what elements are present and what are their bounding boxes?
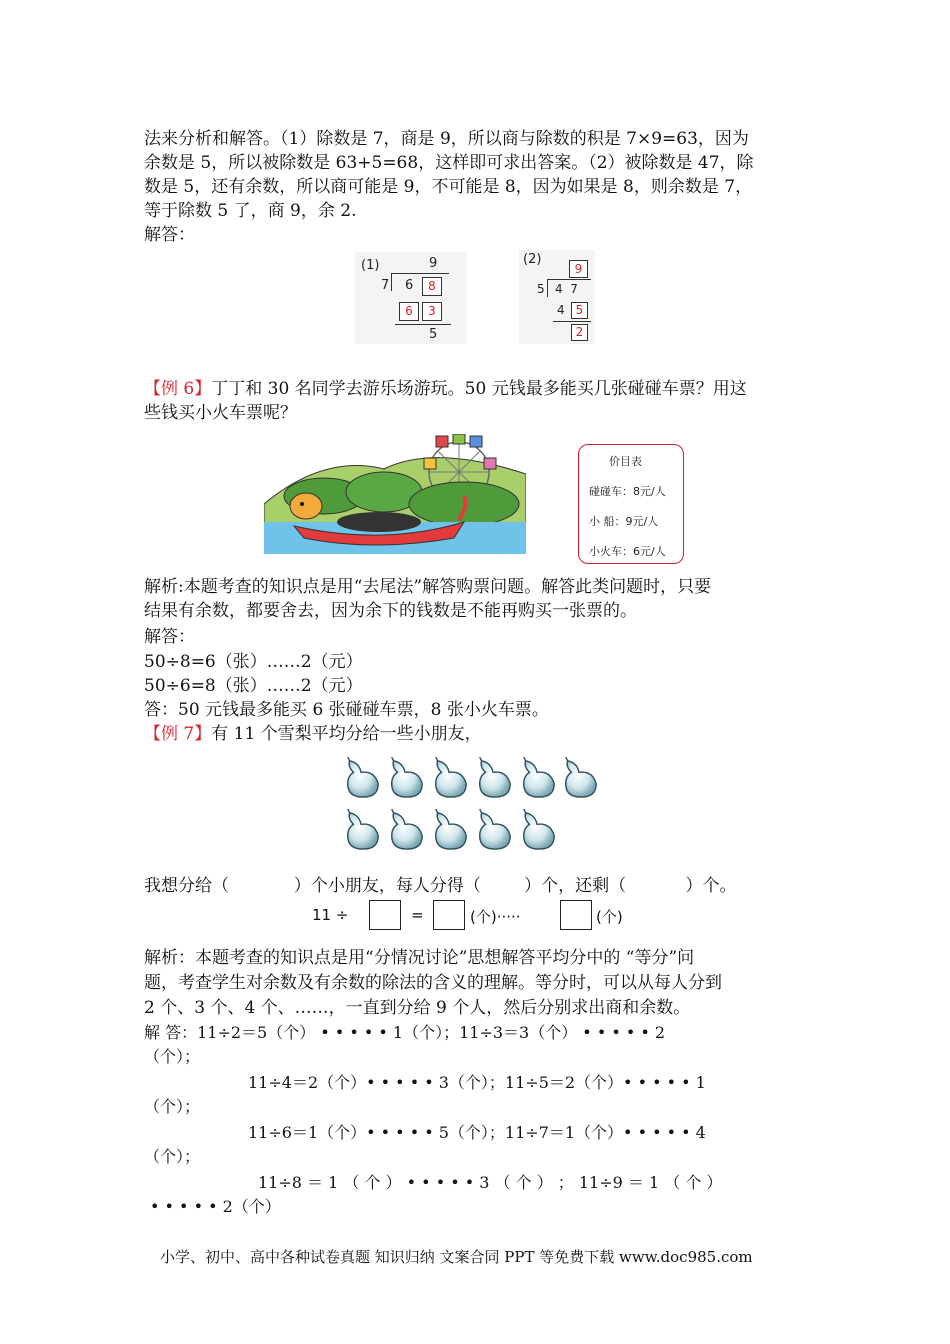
intro-line-4: 等于除数 5 了，商 9，余 2. — [144, 201, 357, 221]
blank-box-quotient[interactable] — [433, 900, 465, 930]
fig1-label: (1) — [361, 258, 380, 273]
division-figure-2 — [519, 250, 595, 344]
fig1-divisor: 7 — [381, 278, 390, 293]
price-table — [578, 444, 684, 564]
fig1-subtract-line — [395, 324, 451, 325]
price-row-boat: 小 船：9元/人 — [589, 515, 659, 528]
ex7-question-text: 有 11 个雪梨平均分给一些小朋友， — [211, 724, 482, 744]
ex7-solution-4: 11÷8 ＝ 1 （ 个 ） • • • • • 3 （ 个 ） ； 11÷9 ＝ 1 （ 个 ） — [258, 1173, 723, 1192]
ex6-answer-label: 解答： — [144, 627, 195, 647]
ex6-conclusion: 答：50 元钱最多能买 6 张碰碰车票，8 张小火车票。 — [144, 700, 549, 720]
ex7-solution-2-cont: （个）； — [144, 1097, 201, 1116]
fig2-divisor: 5 — [537, 282, 545, 296]
intro-line-1: 法来分析和解答。（1）除数是 7，商是 9，所以商与除数的积是 7×9=63，因为 — [144, 129, 749, 149]
intro-line-2: 余数是 5，所以被除数是 63+5=68，这样即可求出答案。（2）被除数是 47，除 — [144, 153, 754, 173]
ex7-solution-4-cont: • • • • • 2（个） — [150, 1197, 281, 1216]
intro-line-3: 数是 5，还有余数，所以商可能是 9，不可能是 8，因为如果是 8，则余数是 7， — [144, 177, 753, 197]
ex6-question-line-1 — [144, 377, 747, 401]
ex7-analysis-line-2: 题，考查学生对余数及有余数的除法的含义的理解。等分时，可以从每人分到 — [144, 973, 722, 993]
price-table-title: 价目表 — [609, 455, 642, 468]
price-row-bumper-car: 碰碰车：8元/人 — [589, 485, 666, 498]
pears-illustration — [338, 752, 602, 860]
fig2-box-product-2: 5 — [571, 302, 588, 319]
fig2-box-remainder: 2 — [571, 324, 588, 341]
fig2-subtract-line — [553, 321, 591, 322]
fig2-quotient-line — [547, 279, 591, 280]
fig1-box-product-2: 3 — [422, 302, 442, 321]
ex6-question-text: 丁丁和 30 名同学去游乐场游玩。50 元钱最多能买几张碰碰车票？用这 — [211, 379, 747, 399]
ex7-tag: 【例 7】 — [144, 724, 212, 744]
ex6-analysis-line-2: 结果有余数，都要舍去，因为余下的钱数是不能再购买一张票的。 — [144, 601, 637, 621]
fig2-product-1: 4 — [557, 303, 565, 317]
ex7-fill-in-sentence: 我想分给（ ）个小朋友，每人分得（ ）个，还剩（ ）个。 — [144, 876, 737, 896]
ex7-solution-1-cont: （个）； — [144, 1047, 201, 1066]
equation-lhs: 11 ÷ — [312, 906, 349, 924]
ex7-analysis-line-3: 2 个、3 个、4 个、……，一直到分给 9 个人，然后分别求出商和余数。 — [144, 998, 691, 1018]
fig2-label: (2) — [523, 252, 542, 267]
ex6-solution-2: 50÷6=8（张）……2（元） — [144, 676, 363, 696]
fig1-box-product-1: 6 — [399, 302, 419, 321]
ex7-solution-3-cont: （个）； — [144, 1147, 201, 1166]
ex7-analysis-line-1: 解析：本题考查的知识点是用“分情况讨论”思想解答平均分中的 “等分”问 — [144, 948, 695, 968]
ex7-solution-1: 解 答：11÷2＝5（个） • • • • • 1（个）；11÷3＝3（个） • • • • • 2 — [144, 1023, 666, 1042]
price-row-train: 小火车：6元/人 — [589, 545, 666, 558]
equation-equals: = — [411, 906, 424, 924]
fig2-dividend: 4 7 — [555, 282, 578, 296]
fig2-box-quotient: 9 — [569, 260, 588, 278]
ex7-question-line-1 — [144, 722, 482, 746]
fig2-bracket — [547, 279, 548, 297]
fig1-remainder: 5 — [429, 327, 438, 342]
equation-unit-2: (个) — [596, 908, 623, 926]
intro-answer-label: 解答： — [144, 225, 195, 245]
ex6-question-line-2: 些钱买小火车票呢？ — [144, 403, 297, 423]
fig1-bracket — [391, 273, 392, 291]
ex6-solution-1: 50÷8=6（张）……2（元） — [144, 652, 363, 672]
equation-unit-1: (个)····· — [470, 908, 521, 926]
amusement-park-illustration — [264, 434, 526, 554]
blank-box-remainder[interactable] — [560, 900, 592, 930]
blank-box-divisor[interactable] — [369, 900, 401, 930]
footer-text: 小学、初中、高中各种试卷真题 知识归纳 文案合同 PPT 等免费下载 www.doc985.com — [160, 1248, 753, 1266]
fig1-quotient: 9 — [429, 256, 438, 271]
division-figure-1 — [355, 252, 467, 344]
ex6-analysis-line-1: 解析:本题考查的知识点是用“去尾法”解答购票问题。解答此类问题时，只要 — [144, 577, 712, 597]
fig1-dividend: 6 — [405, 278, 414, 293]
fig1-box-dividend: 8 — [422, 277, 442, 296]
ex7-solution-3: 11÷6＝1（个）• • • • • 5（个）；11÷7＝1（个）• • • • • 4 — [248, 1123, 706, 1142]
ex7-solution-2: 11÷4＝2（个）• • • • • 3（个）；11÷5＝2（个）• • • • • 1 — [248, 1073, 706, 1092]
ex6-tag: 【例 6】 — [144, 379, 212, 399]
fig1-quotient-line — [391, 273, 449, 274]
